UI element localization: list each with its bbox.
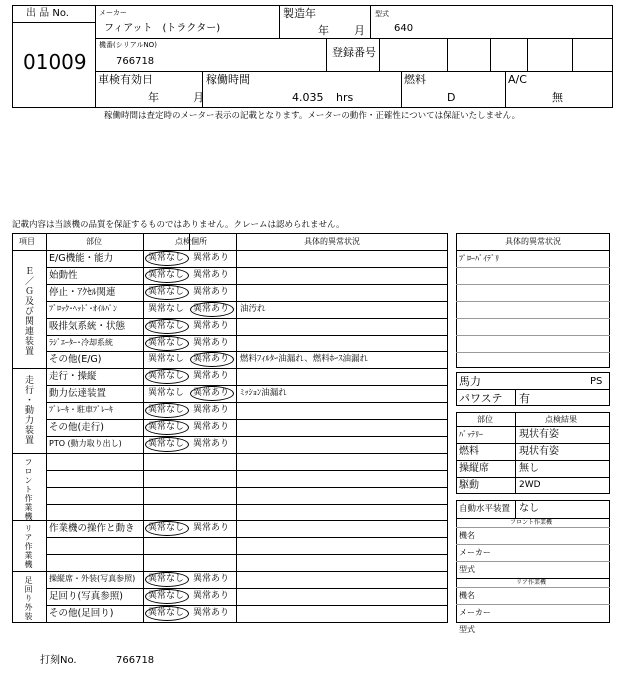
row-ng-label: 異常あり (193, 287, 230, 297)
inspection-label: 車検有効日 (98, 73, 153, 86)
check-header-result: 点検結果 (545, 415, 577, 424)
check-part-battery: ﾊﾞｯﾃﾘｰ (459, 430, 483, 439)
row-ok-label: 異常なし (148, 354, 185, 364)
row-divider (46, 385, 448, 386)
rear-model-label: 型式 (459, 625, 475, 634)
row-part: その他(E/G) (49, 354, 102, 365)
row-ng-label: 異常あり (193, 338, 230, 348)
stamp-label: 打刻No. (40, 655, 77, 666)
row-part: 始動性 (49, 270, 78, 281)
row-part: 走行・操縦 (49, 371, 97, 382)
row-divider (46, 335, 448, 336)
check-part-drive: 駆動 (459, 480, 479, 491)
row-divider (46, 284, 448, 285)
check-result-cab: 無し (519, 463, 539, 474)
row-divider (46, 605, 448, 606)
serial-label: 機番(シリアルNO) (99, 41, 157, 49)
lot-number: 01009 (23, 50, 87, 74)
row-part: 停止・ｱｸｾﾙ関連 (49, 287, 116, 298)
row-part: E/G機能・能力 (49, 253, 114, 264)
row-divider (46, 537, 448, 538)
ac-label: A/C (508, 73, 527, 86)
ok-circle-mark (145, 521, 189, 536)
row-ok-label: 異常なし (148, 574, 185, 584)
row-divider (46, 470, 448, 471)
ok-circle-mark (145, 336, 189, 351)
row-ok-label: 異常なし (148, 523, 185, 533)
ac-value: 無 (552, 91, 563, 104)
row-ng-label: 異常あり (193, 253, 230, 263)
serial-value: 766718 (116, 56, 155, 67)
row-ok-label: 異常なし (148, 270, 185, 280)
row-divider (46, 554, 448, 555)
row-ng-label: 異常あり (193, 608, 230, 618)
row-part: 操縦席・外装(写真参照) (49, 574, 136, 583)
row-ok-label: 異常なし (148, 439, 185, 449)
col-header-item: 項目 (19, 237, 35, 246)
hours-label: 稼働時間 (206, 73, 250, 86)
row-divider (46, 419, 448, 420)
row-divider (46, 436, 448, 437)
ok-circle-mark (145, 606, 189, 621)
fuel-label: 燃料 (404, 73, 426, 86)
ng-circle-mark (190, 386, 234, 401)
auto-level-label: 自動水平装置 (459, 504, 511, 514)
power-unit: PS (590, 376, 603, 387)
col-header-check: 点検個所 (175, 237, 207, 246)
ok-circle-mark (145, 369, 189, 384)
hours-value: 4.035 (292, 91, 324, 104)
row-ng-label: 異常あり (193, 574, 230, 584)
check-result-fuel: 現状有姿 (519, 446, 559, 457)
power-steering-value: 有 (519, 392, 530, 405)
front-model-label: 型式 (459, 565, 475, 574)
front-name-label: 機名 (459, 531, 475, 540)
row-note: ﾐｯｼｮﾝ油漏れ (240, 388, 287, 398)
inspection-year: 年 (148, 91, 159, 104)
year-unit-year: 年 (318, 24, 329, 37)
front-maker-label: メーカー (459, 548, 491, 557)
notice-hours: 稼働時間は査定時のメーター表示の記載となります。メーターの動作・正確性については保証いたしません。 (104, 111, 521, 121)
front-attachment-header: フロント作業機 (510, 519, 553, 526)
row-ok-label: 異常なし (148, 304, 185, 314)
ok-circle-mark (145, 437, 189, 452)
row-divider (46, 402, 448, 403)
row-part: その他(足回り) (49, 608, 114, 619)
row-ng-label: 異常あり (193, 523, 230, 533)
row-ok-label: 異常なし (148, 422, 185, 432)
row-note: 油汚れ (240, 304, 266, 314)
row-ng-label: 異常あり (193, 321, 230, 331)
fuel-value: D (447, 91, 456, 104)
maker-label: メーカー (99, 9, 127, 17)
power-steering-label: パワステ (459, 392, 503, 405)
ok-circle-mark (145, 403, 189, 418)
ng-circle-mark (190, 352, 234, 367)
row-ng-label: 異常あり (193, 591, 230, 601)
row-ok-label: 異常なし (148, 253, 185, 263)
maker-value: フィアット (トラクター) (104, 23, 221, 34)
ok-circle-mark (145, 319, 189, 334)
rear-name-label: 機名 (459, 591, 475, 600)
ng-circle-mark (190, 302, 234, 317)
row-divider (46, 301, 448, 302)
row-part: 足回り(写真参照) (49, 591, 123, 602)
detail-note: ﾌﾟﾛｰﾊﾞｲﾃﾞﾘ (459, 254, 499, 263)
detail-header: 具体的異常状況 (505, 237, 561, 246)
row-part: ﾌﾞﾚｰｷ・駐車ﾌﾞﾚｰｷ (49, 405, 113, 414)
ok-circle-mark (145, 572, 189, 587)
row-ng-label: 異常あり (193, 354, 230, 364)
row-note: 燃料ﾌｨﾙﾀｰ油漏れ、燃料ﾎｰｽ油漏れ (240, 354, 369, 364)
col-header-detail: 具体的異常状況 (304, 237, 360, 246)
row-part: 作業機の操作と動き (49, 523, 135, 534)
group-label-undercarriage: 足回り外装 (24, 576, 33, 621)
inspection-month: 月 (193, 91, 204, 104)
power-label: 馬力 (459, 375, 481, 388)
row-divider (46, 351, 448, 352)
rear-attachment-header: リア作業機 (516, 579, 547, 586)
row-ok-label: 異常なし (148, 591, 185, 601)
row-ok-label: 異常なし (148, 608, 185, 618)
row-ng-label: 異常あり (193, 304, 230, 314)
col-header-part: 部位 (86, 237, 102, 246)
check-part-cab: 操縦席 (459, 463, 489, 474)
year-label: 製造年 (283, 7, 316, 20)
lot-label: 出 品 No. (26, 8, 69, 19)
year-unit-month: 月 (354, 24, 365, 37)
ok-circle-mark (145, 420, 189, 435)
row-divider (46, 588, 448, 589)
row-ok-label: 異常なし (148, 287, 185, 297)
row-part: その他(走行) (49, 422, 104, 433)
model-label: 型式 (375, 10, 389, 18)
ok-circle-mark (145, 285, 189, 300)
check-result-battery: 現状有姿 (519, 429, 559, 440)
row-ok-label: 異常なし (148, 388, 185, 398)
stamp-value: 766718 (116, 655, 155, 666)
ok-circle-mark (145, 251, 189, 266)
hours-unit: hrs (336, 91, 354, 104)
row-part: ﾗｼﾞｴｰﾀｰ･冷却系統 (49, 338, 113, 347)
registration-label: 登録番号 (332, 46, 376, 59)
auto-level-value: なし (519, 503, 539, 514)
check-result-drive: 2WD (519, 480, 541, 490)
row-divider (46, 318, 448, 319)
row-ok-label: 異常なし (148, 338, 185, 348)
model-value: 640 (394, 23, 414, 34)
row-ng-label: 異常あり (193, 422, 230, 432)
row-ok-label: 異常なし (148, 321, 185, 331)
group-label-drive: 走行・動力装置 (23, 375, 33, 445)
check-part-fuel: 燃料 (459, 446, 479, 457)
notice-quality: 記載内容は当該機の品質を保証するものではありません。クレームは認められません。 (12, 220, 345, 230)
row-divider (46, 267, 448, 268)
row-ng-label: 異常あり (193, 405, 230, 415)
row-ng-label: 異常あり (193, 270, 230, 280)
group-label-front: フロント作業機 (24, 458, 33, 521)
row-ok-label: 異常なし (148, 405, 185, 415)
row-part: 動力伝達装置 (49, 388, 107, 399)
row-part: ﾌﾞﾛｯｸ･ﾍｯﾄﾞ･ｵｲﾙﾊﾟﾝ (49, 304, 117, 313)
row-ng-label: 異常あり (193, 371, 230, 381)
row-ok-label: 異常なし (148, 371, 185, 381)
ok-circle-mark (145, 268, 189, 283)
row-divider (46, 487, 448, 488)
check-header-part: 部位 (477, 415, 493, 424)
row-ng-label: 異常あり (193, 439, 230, 449)
group-label-eg: Ｅ／Ｇ及び関連装置 (23, 266, 33, 356)
group-label-rear: リア作業機 (24, 524, 33, 569)
row-part: 吸排気系統・状態 (49, 321, 126, 332)
row-divider (46, 504, 448, 505)
rear-maker-label: メーカー (459, 608, 491, 617)
ok-circle-mark (145, 589, 189, 604)
row-ng-label: 異常あり (193, 388, 230, 398)
row-part: PTO (動力取り出し) (49, 439, 122, 448)
